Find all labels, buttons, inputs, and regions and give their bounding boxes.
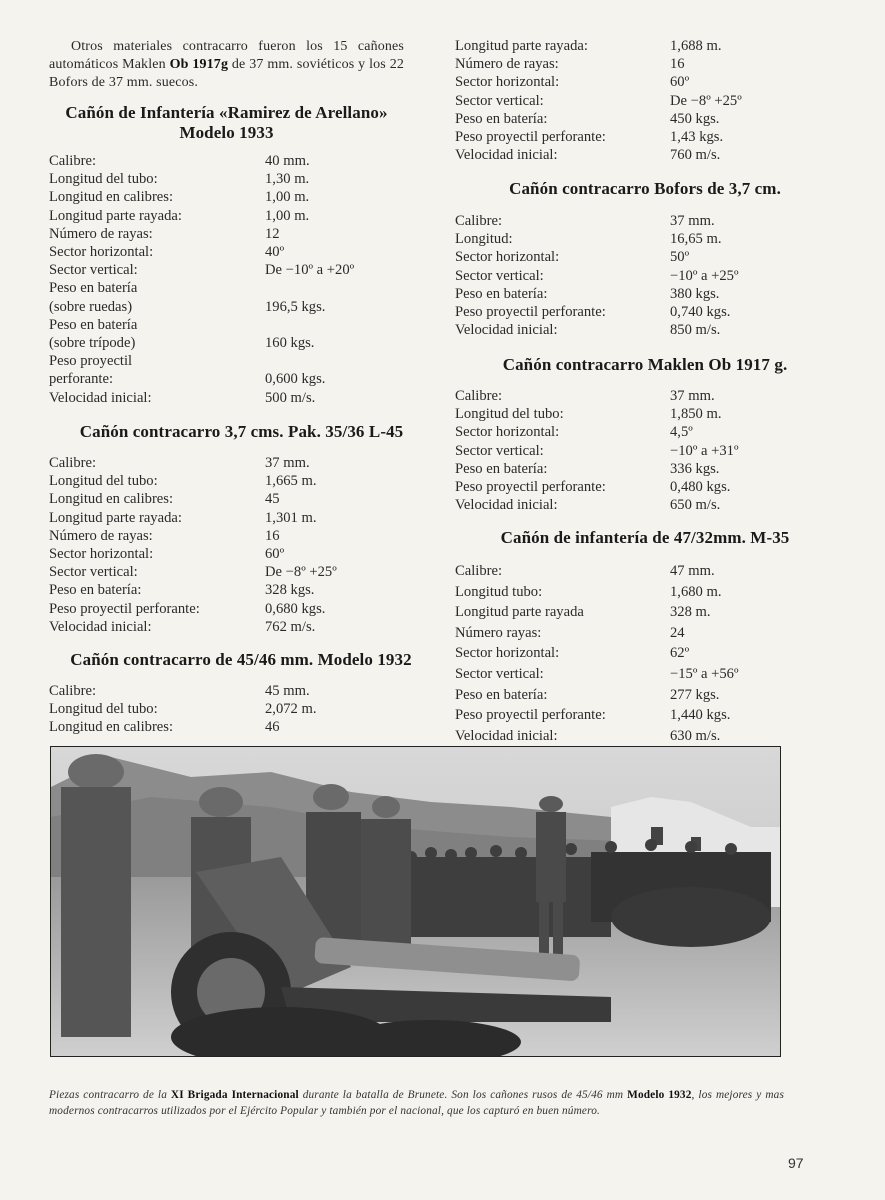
spec-label: Peso proyectil perforante: <box>49 600 200 617</box>
section-title-ramirez <box>49 103 404 143</box>
spec-label: Calibre: <box>455 388 503 404</box>
spec-row <box>49 152 354 170</box>
spec-value: 650 m/s. <box>670 497 721 514</box>
spec-value: 1,440 kgs. <box>670 707 731 724</box>
spec-label: Longitud del tubo: <box>49 701 158 718</box>
spec-row <box>49 682 316 700</box>
spec-row <box>49 243 354 261</box>
spec-label: Longitud: <box>455 231 513 248</box>
caption-bold-1: XI Brigada Internacional <box>170 1089 299 1101</box>
spec-label: Velocidad inicial: <box>455 497 558 514</box>
spec-value: 40 mm. <box>265 153 310 169</box>
spec-label: Sector vertical: <box>455 92 544 109</box>
spec-table-modelo1932-right <box>455 37 742 164</box>
spec-row <box>455 561 738 582</box>
spec-row <box>455 685 738 706</box>
page-number: 97 <box>788 1155 804 1171</box>
spec-value: 450 kgs. <box>670 110 720 127</box>
spec-label: Número de rayas: <box>49 527 153 544</box>
spec-value: 50º <box>670 249 690 266</box>
spec-row <box>455 128 742 146</box>
spec-value: 1,00 m. <box>265 189 310 206</box>
caption-text-3: , los mejores y mas modernos contracarros utilizados por el Ejército Popular y también por el nacional, que los capturó en buen número. <box>49 1089 784 1117</box>
spec-row <box>455 230 738 248</box>
spec-value: 1,301 m. <box>265 509 317 526</box>
spec-label: Peso en batería: <box>49 582 142 599</box>
spec-label: Sector horizontal: <box>455 645 560 662</box>
spec-value: 1,43 kgs. <box>670 129 724 146</box>
spec-label: Longitud en calibres: <box>49 719 174 736</box>
intro-paragraph <box>49 38 404 92</box>
spec-row <box>49 472 337 490</box>
spec-label: Calibre: <box>455 213 503 229</box>
spec-label: Velocidad inicial: <box>455 322 558 339</box>
spec-label: Calibre: <box>49 683 97 699</box>
spec-label: Peso en batería <box>49 316 138 333</box>
spec-value: 1,688 m. <box>670 38 722 54</box>
spec-table-maklen <box>455 387 738 514</box>
spec-value: 16,65 m. <box>670 231 722 248</box>
spec-row <box>455 705 738 726</box>
spec-label: Número de rayas: <box>49 225 153 242</box>
spec-row <box>455 602 738 623</box>
spec-label: Sector vertical: <box>49 564 138 581</box>
spec-row <box>455 285 738 303</box>
spec-row <box>49 225 354 243</box>
spec-value: 60º <box>265 546 285 563</box>
section-title-modelo1932: Cañón contracarro de 45/46 mm. Modelo 1932 <box>70 650 412 669</box>
spec-row <box>455 92 742 110</box>
spec-label: Peso en batería: <box>455 285 548 302</box>
spec-row <box>49 563 337 581</box>
spec-value: 37 mm. <box>670 388 715 404</box>
spec-row <box>49 207 354 225</box>
spec-row <box>49 700 316 718</box>
spec-value: 46 <box>265 719 280 736</box>
spec-row <box>49 298 354 316</box>
section-title-pak: Cañón contracarro 3,7 cms. Pak. 35/36 L-45 <box>79 422 404 441</box>
spec-label: Longitud parte rayada: <box>49 207 182 224</box>
spec-value: 760 m/s. <box>670 147 721 164</box>
spec-row <box>455 55 742 73</box>
spec-label: Sector horizontal: <box>455 249 560 266</box>
spec-label: Peso en batería <box>49 280 138 297</box>
spec-value: 196,5 kgs. <box>265 298 326 315</box>
spec-row <box>49 527 337 545</box>
spec-label: Sector vertical: <box>455 442 544 459</box>
spec-row <box>49 490 337 508</box>
photo-soldiers-antitank-gun <box>50 746 781 1057</box>
spec-value: 850 m/s. <box>670 322 721 339</box>
spec-value: De −8º +25º <box>670 92 742 109</box>
section-title-ramirez-line1: Cañón de Infantería «Ramirez de Arellano» <box>65 103 388 122</box>
spec-value: 500 m/s. <box>265 389 316 406</box>
spec-row <box>49 389 354 407</box>
spec-label: Número de rayas: <box>455 56 559 73</box>
spec-value: 762 m/s. <box>265 618 316 635</box>
caption-text-2: durante la batalla de Brunete. Son los cañones rusos de 45/46 mm <box>298 1089 628 1101</box>
spec-value: 60º <box>670 74 690 91</box>
spec-value: 47 mm. <box>670 563 715 579</box>
spec-value: 2,072 m. <box>265 701 317 718</box>
spec-value: 45 mm. <box>265 683 310 699</box>
spec-value: 4,5º <box>670 424 693 441</box>
spec-label: Longitud parte rayada <box>455 604 584 621</box>
spec-row <box>49 352 354 370</box>
spec-label: (sobre ruedas) <box>49 298 133 315</box>
section-title-bofors: Cañón contracarro Bofors de 3,7 cm. <box>509 179 781 198</box>
spec-label: Velocidad inicial: <box>49 618 152 635</box>
spec-table-m35 <box>455 561 738 746</box>
section-title-maklen: Cañón contracarro Maklen Ob 1917 g. <box>502 355 788 374</box>
spec-row <box>49 718 316 736</box>
spec-row <box>455 442 738 460</box>
spec-table-ramirez <box>49 152 354 407</box>
spec-value: 0,740 kgs. <box>670 304 731 321</box>
spec-row <box>455 405 738 423</box>
spec-value: De −10º a +20º <box>265 262 355 279</box>
spec-label: Sector horizontal: <box>49 546 154 563</box>
spec-value: −10º a +25º <box>670 267 739 284</box>
intro-text-1: Otros materiales contracarro fueron los 15 cañones automáticos Maklen <box>49 39 404 72</box>
spec-label: Número rayas: <box>455 624 542 641</box>
spec-value: −15º a +56º <box>670 665 739 682</box>
spec-label: Sector horizontal: <box>49 244 154 261</box>
spec-label: Velocidad inicial: <box>49 389 152 406</box>
spec-row <box>49 261 354 279</box>
spec-row <box>49 545 337 563</box>
spec-row <box>455 726 738 747</box>
spec-value: 0,600 kgs. <box>265 371 326 388</box>
spec-label: perforante: <box>49 371 114 388</box>
spec-label: Longitud del tubo: <box>49 473 158 490</box>
spec-value: 1,665 m. <box>265 473 317 490</box>
spec-label: Peso proyectil perforante: <box>455 479 606 496</box>
spec-row <box>49 188 354 206</box>
spec-label: Longitud en calibres: <box>49 491 174 508</box>
spec-row <box>455 73 742 91</box>
spec-value: 380 kgs. <box>670 285 720 302</box>
spec-row <box>455 387 738 405</box>
spec-label: Sector vertical: <box>49 262 138 279</box>
spec-label: Longitud tubo: <box>455 583 543 600</box>
spec-value: 1,00 m. <box>265 207 310 224</box>
spec-value: 12 <box>265 225 280 242</box>
spec-value: 62º <box>670 645 690 662</box>
spec-row <box>49 581 337 599</box>
spec-row <box>49 170 354 188</box>
spec-row <box>455 321 738 339</box>
spec-value: 37 mm. <box>670 213 715 229</box>
spec-row <box>455 582 738 603</box>
spec-label: Calibre: <box>49 153 97 169</box>
spec-value: 24 <box>670 624 685 641</box>
spec-value: 0,680 kgs. <box>265 600 326 617</box>
spec-value: 0,480 kgs. <box>670 479 731 496</box>
spec-row <box>455 212 738 230</box>
spec-value: 45 <box>265 491 280 508</box>
spec-label: Peso proyectil <box>49 353 133 370</box>
spec-value: 160 kgs. <box>265 335 315 352</box>
spec-row <box>455 643 738 664</box>
spec-row <box>49 279 354 297</box>
spec-label: Longitud parte rayada: <box>455 38 588 54</box>
spec-row <box>455 303 738 321</box>
spec-row <box>455 478 738 496</box>
intro-text-2: de 37 mm. soviéticos y los 22 Bofors de 37 mm. suecos. <box>49 57 404 90</box>
spec-row <box>455 146 742 164</box>
spec-value: De −8º +25º <box>265 564 337 581</box>
spec-row <box>455 110 742 128</box>
spec-value: 336 kgs. <box>670 460 720 477</box>
photo-illustration <box>51 747 780 1056</box>
caption-text-1: Piezas contracarro de la <box>49 1089 171 1101</box>
spec-value: 16 <box>670 56 685 73</box>
spec-label: Sector horizontal: <box>455 74 560 91</box>
spec-row <box>455 37 742 55</box>
spec-label: Sector horizontal: <box>455 424 560 441</box>
spec-row <box>455 623 738 644</box>
caption-bold-2: Modelo 1932 <box>627 1089 692 1101</box>
section-title-m35: Cañón de infantería de 47/32mm. M-35 <box>500 528 790 547</box>
spec-label: Peso proyectil perforante: <box>455 129 606 146</box>
spec-table-modelo1932-left <box>49 682 316 737</box>
intro-bold: Ob 1917g <box>169 57 229 72</box>
spec-value: 1,30 m. <box>265 171 310 188</box>
spec-row <box>49 509 337 527</box>
spec-row <box>455 248 738 266</box>
spec-label: Sector vertical: <box>455 267 544 284</box>
spec-row <box>49 454 337 472</box>
spec-label: Velocidad inicial: <box>455 727 558 744</box>
spec-value: 277 kgs. <box>670 686 720 703</box>
spec-value: 328 kgs. <box>265 582 315 599</box>
spec-row <box>455 496 738 514</box>
spec-label: Sector vertical: <box>455 665 544 682</box>
spec-row <box>49 618 337 636</box>
spec-table-bofors <box>455 212 738 339</box>
spec-label: Longitud del tubo: <box>49 171 158 188</box>
spec-value: 40º <box>265 244 285 261</box>
spec-label: Peso en batería: <box>455 460 548 477</box>
spec-row <box>49 316 354 334</box>
spec-label: (sobre trípode) <box>49 335 136 352</box>
spec-value: −10º a +31º <box>670 442 739 459</box>
spec-row <box>455 267 738 285</box>
spec-label: Peso proyectil perforante: <box>455 304 606 321</box>
spec-row <box>49 600 337 618</box>
spec-row <box>49 370 354 388</box>
photo-caption <box>49 1087 784 1119</box>
spec-label: Peso en batería: <box>455 110 548 127</box>
spec-row <box>49 334 354 352</box>
section-title-ramirez-line2: Modelo 1933 <box>179 123 274 142</box>
spec-value: 630 m/s. <box>670 727 721 744</box>
spec-value: 1,850 m. <box>670 406 722 423</box>
spec-row <box>455 664 738 685</box>
spec-label: Longitud en calibres: <box>49 189 174 206</box>
spec-label: Calibre: <box>455 563 503 579</box>
spec-row <box>455 460 738 478</box>
spec-label: Longitud del tubo: <box>455 406 564 423</box>
spec-label: Longitud parte rayada: <box>49 509 182 526</box>
spec-label: Peso en batería: <box>455 686 548 703</box>
spec-label: Peso proyectil perforante: <box>455 707 606 724</box>
spec-value: 16 <box>265 527 280 544</box>
spec-table-pak <box>49 454 337 636</box>
spec-value: 328 m. <box>670 604 711 621</box>
spec-value: 1,680 m. <box>670 583 722 600</box>
spec-label: Velocidad inicial: <box>455 147 558 164</box>
spec-row <box>455 423 738 441</box>
spec-value: 37 mm. <box>265 455 310 471</box>
spec-label: Calibre: <box>49 455 97 471</box>
